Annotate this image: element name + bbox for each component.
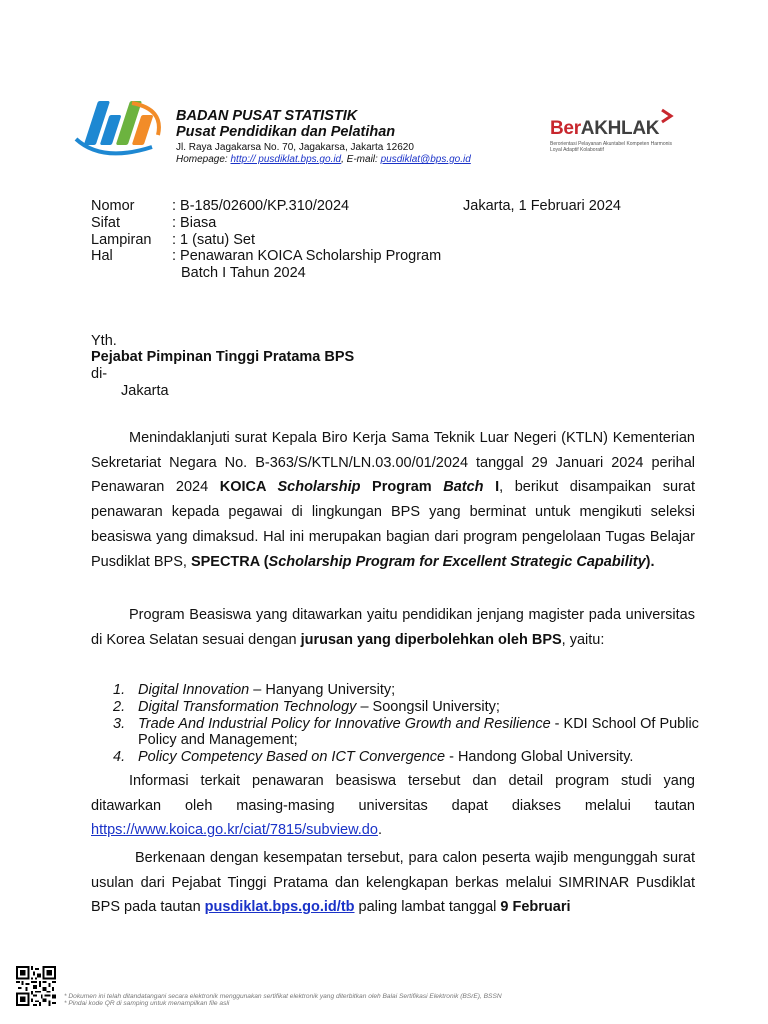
org-unit: Pusat Pendidikan dan Pelatihan <box>176 124 396 140</box>
berakhlak-wordmark: BerAKHLAK <box>550 118 660 139</box>
paragraph-1: Menindaklanjuti surat Kepala Biro Kerja Sama Teknik Luar Negeri (KTLN) Kementerian Sekretariat Negara No. B-363/S/KTLN/LN.03.00/01/2024 tanggal 29 Januari 2024 perihal Penawaran 2024 KOICA Scholarship Program Batch I, berikut disampaikan surat penawaran kepada pegawai di lingkungan BPS yang berminat untuk mengikuti seleksi beasiswa yang dimaksud. Hal ini merupakan bagian dari program pengelolaan Tugas Belajar Pusdiklat BPS, SPECTRA (Scholarship Program for Excellent Strategic Capability). <box>91 430 695 570</box>
footer-line-2: * Pindai kode QR di samping untuk menampilkan file asli <box>64 1000 230 1008</box>
list-item: Digital Transformation Technology – Soongsil University; <box>138 698 500 715</box>
recipient-city: Jakarta <box>121 383 169 399</box>
list-item: Policy Competency Based on ICT Convergence - Handong Global University. <box>138 749 634 766</box>
lampiran-value: : 1 (satu) Set <box>172 232 256 248</box>
recipient-name: Pejabat Pimpinan Tinggi Pratama BPS <box>91 349 355 365</box>
list-item: Digital Innovation – Hanyang University; <box>138 682 396 698</box>
paragraph-3: Informasi terkait penawaran beasiswa tersebut dan detail program studi yang ditawarkan oleh masing-masing universitas dapat diakses melalui tautan https://www.koica.go.kr/ciat/7815/subview.do. <box>91 773 695 839</box>
list-number: 4. <box>113 749 126 766</box>
letter-date: Jakarta, 1 Februari 2024 <box>463 198 621 214</box>
list-item: Trade And Industrial Policy for Innovative Growth and Resilience - KDI School Of Public Policy and Management; <box>138 715 699 749</box>
homepage-link[interactable]: http:// pusdiklat.bps.go.id <box>230 154 342 165</box>
recipient-di: di- <box>91 366 108 382</box>
paragraph-4: Berkenaan dengan kesempatan tersebut, para calon peserta wajib mengunggah surat usulan dari Pejabat Tinggi Pratama dan kelengkapan berkas melalui SIMRINAR Pusdiklat BPS pada tautan pusdiklat.bps.go.id/tb paling lambat tanggal 9 Februari <box>91 850 695 916</box>
list-number: 3. <box>113 715 126 732</box>
sifat-value: : Biasa <box>172 215 217 231</box>
lampiran-label: Lampiran <box>91 232 152 248</box>
berakhlak-tagline: Berorientasi Pelayanan Akuntabel Kompeten Harmonis Loyal Adaptif Kolaboratif <box>550 141 673 153</box>
koica-link[interactable]: https://www.koica.go.kr/ciat/7815/subview.do <box>91 822 378 839</box>
sifat-label: Sifat <box>91 215 121 231</box>
list-number: 2. <box>113 698 126 715</box>
simrinar-link[interactable]: pusdiklat.bps.go.id/tb <box>204 899 355 916</box>
nomor-value: : B-185/02600/KP.310/2024 <box>172 198 350 214</box>
org-address: Jl. Raya Jagakarsa No. 70, Jagakarsa, Jakarta 12620 <box>176 142 414 153</box>
footer-note <box>64 993 502 1007</box>
nomor-label: Nomor <box>91 198 135 214</box>
org-header <box>176 108 471 166</box>
hal-value: : Penawaran KOICA Scholarship Program <box>172 248 442 264</box>
footer-line-1: * Dokumen ini telah ditandatangani secara elektronik menggunakan sertifikat elektronik yang diterbitkan oleh Balai Sertifikasi Elektronik (BSrE), BSSN <box>64 993 502 1000</box>
hal-value-line2: Batch I Tahun 2024 <box>181 265 306 281</box>
paragraph-2: Program Beasiswa yang ditawarkan yaitu pendidikan jenjang magister pada universitas di Korea Selatan sesuai dengan jurusan yang diperbolehkan oleh BPS, yaitu: <box>91 607 695 648</box>
recipient-yth: Yth. <box>91 333 117 349</box>
bps-logo-icon <box>72 95 168 163</box>
list-number: 1. <box>113 682 126 698</box>
berakhlak-logo <box>548 104 688 164</box>
org-name: BADAN PUSAT STATISTIK <box>176 108 358 124</box>
hal-label: Hal <box>91 248 113 264</box>
berakhlak-chevron-icon <box>658 108 676 124</box>
org-contact: Homepage: http:// pusdiklat.bps.go.id, E-mail: pusdiklat@bps.go.id <box>176 154 471 165</box>
email-link[interactable]: pusdiklat@bps.go.id <box>380 154 471 165</box>
qr-code-icon <box>16 966 56 1006</box>
